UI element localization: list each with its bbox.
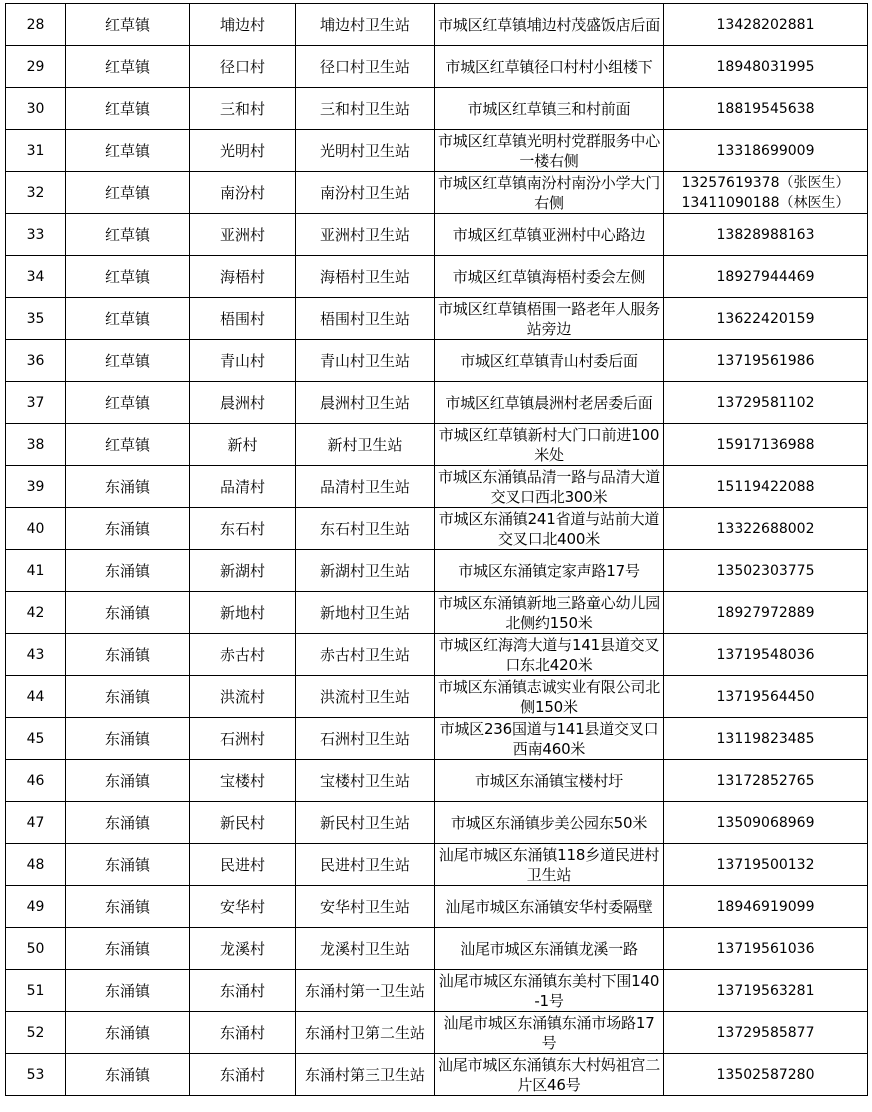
town-cell: 东涌镇 bbox=[66, 970, 190, 1012]
table-row bbox=[6, 508, 868, 550]
phone-number: 13509068969 bbox=[716, 814, 815, 831]
row-number: 48 bbox=[6, 844, 66, 886]
town-cell: 东涌镇 bbox=[66, 928, 190, 970]
phone-cell bbox=[664, 928, 868, 970]
phone-cell bbox=[664, 130, 868, 172]
phone-cell bbox=[664, 592, 868, 634]
town-cell: 红草镇 bbox=[66, 46, 190, 88]
phone-cell bbox=[664, 382, 868, 424]
village-cell: 亚洲村 bbox=[190, 214, 296, 256]
phone-number: 13172852765 bbox=[716, 772, 815, 789]
station-cell: 安华村卫生站 bbox=[296, 886, 435, 928]
village-cell: 东涌村 bbox=[190, 970, 296, 1012]
town-cell: 东涌镇 bbox=[66, 760, 190, 802]
station-cell: 三和村卫生站 bbox=[296, 88, 435, 130]
village-cell: 新湖村 bbox=[190, 550, 296, 592]
address-cell: 市城区红草镇新村大门口前进100米处 bbox=[435, 424, 664, 466]
village-cell: 青山村 bbox=[190, 340, 296, 382]
address-cell: 汕尾市城区东涌镇118乡道民进村卫生站 bbox=[435, 844, 664, 886]
phone-number: 13119823485 bbox=[716, 730, 815, 747]
address-cell: 汕尾市城区东涌镇东美村下围140-1号 bbox=[435, 970, 664, 1012]
phone-number: 13729585877 bbox=[716, 1024, 815, 1041]
town-cell: 红草镇 bbox=[66, 382, 190, 424]
row-number: 52 bbox=[6, 1012, 66, 1054]
town-cell: 东涌镇 bbox=[66, 1012, 190, 1054]
address-cell: 市城区红草镇青山村委后面 bbox=[435, 340, 664, 382]
phone-cell bbox=[664, 718, 868, 760]
phone-cell bbox=[664, 676, 868, 718]
town-cell: 东涌镇 bbox=[66, 550, 190, 592]
station-cell: 南汾村卫生站 bbox=[296, 172, 435, 214]
station-cell: 新地村卫生站 bbox=[296, 592, 435, 634]
phone-cell bbox=[664, 88, 868, 130]
table-row bbox=[6, 634, 868, 676]
station-cell: 光明村卫生站 bbox=[296, 130, 435, 172]
address-cell: 市城区红草镇南汾村南汾小学大门右侧 bbox=[435, 172, 664, 214]
town-cell: 红草镇 bbox=[66, 4, 190, 46]
phone-number: 13719500132 bbox=[716, 856, 815, 873]
station-cell: 龙溪村卫生站 bbox=[296, 928, 435, 970]
address-cell: 市城区东涌镇定家声路17号 bbox=[435, 550, 664, 592]
phone-number: 15119422088 bbox=[716, 478, 815, 495]
phone-cell bbox=[664, 4, 868, 46]
row-number: 45 bbox=[6, 718, 66, 760]
address-cell: 市城区红草镇海梧村委会左侧 bbox=[435, 256, 664, 298]
phone-number: 13828988163 bbox=[716, 226, 815, 243]
table-row bbox=[6, 1012, 868, 1054]
row-number: 28 bbox=[6, 4, 66, 46]
table-row bbox=[6, 130, 868, 172]
phone-number: 13502587280 bbox=[716, 1066, 815, 1083]
town-cell: 东涌镇 bbox=[66, 886, 190, 928]
address-cell: 市城区红草镇埔边村茂盛饭店后面 bbox=[435, 4, 664, 46]
row-number: 47 bbox=[6, 802, 66, 844]
row-number: 37 bbox=[6, 382, 66, 424]
phone-number: 18946919099 bbox=[716, 898, 815, 915]
row-number: 50 bbox=[6, 928, 66, 970]
town-cell: 红草镇 bbox=[66, 88, 190, 130]
station-cell: 民进村卫生站 bbox=[296, 844, 435, 886]
village-cell: 石洲村 bbox=[190, 718, 296, 760]
phone-number: 13729581102 bbox=[716, 394, 815, 411]
station-cell: 亚洲村卫生站 bbox=[296, 214, 435, 256]
phone-cell bbox=[664, 1012, 868, 1054]
table-row bbox=[6, 214, 868, 256]
address-cell: 市城区东涌镇步美公园东50米 bbox=[435, 802, 664, 844]
phone-number: 13622420159 bbox=[716, 310, 815, 327]
village-cell: 东石村 bbox=[190, 508, 296, 550]
village-cell: 赤古村 bbox=[190, 634, 296, 676]
town-cell: 东涌镇 bbox=[66, 844, 190, 886]
village-cell: 径口村 bbox=[190, 46, 296, 88]
table-row bbox=[6, 970, 868, 1012]
row-number: 44 bbox=[6, 676, 66, 718]
village-cell: 晨洲村 bbox=[190, 382, 296, 424]
row-number: 35 bbox=[6, 298, 66, 340]
phone-cell bbox=[664, 466, 868, 508]
table-row bbox=[6, 256, 868, 298]
town-cell: 红草镇 bbox=[66, 214, 190, 256]
phone-cell bbox=[664, 214, 868, 256]
station-cell: 新民村卫生站 bbox=[296, 802, 435, 844]
station-cell: 新村卫生站 bbox=[296, 424, 435, 466]
address-cell: 市城区红草镇光明村党群服务中心一楼右侧 bbox=[435, 130, 664, 172]
address-cell: 汕尾市城区东涌镇东涌市场路17号 bbox=[435, 1012, 664, 1054]
table-row bbox=[6, 928, 868, 970]
table-row bbox=[6, 4, 868, 46]
phone-cell bbox=[664, 760, 868, 802]
phone-cell bbox=[664, 424, 868, 466]
phone-number: 13257619378（张医生） bbox=[681, 174, 850, 191]
row-number: 34 bbox=[6, 256, 66, 298]
village-cell: 宝楼村 bbox=[190, 760, 296, 802]
address-cell: 市城区236国道与141县道交叉口西南460米 bbox=[435, 718, 664, 760]
row-number: 31 bbox=[6, 130, 66, 172]
station-cell: 梧围村卫生站 bbox=[296, 298, 435, 340]
phone-cell bbox=[664, 256, 868, 298]
phone-cell bbox=[664, 46, 868, 88]
phone-cell bbox=[664, 340, 868, 382]
phone-number: 13502303775 bbox=[716, 562, 815, 579]
phone-cell bbox=[664, 550, 868, 592]
village-cell: 梧围村 bbox=[190, 298, 296, 340]
phone-number: 13719563281 bbox=[716, 982, 815, 999]
table-row bbox=[6, 46, 868, 88]
row-number: 33 bbox=[6, 214, 66, 256]
row-number: 46 bbox=[6, 760, 66, 802]
town-cell: 东涌镇 bbox=[66, 802, 190, 844]
phone-number: 13719561036 bbox=[716, 940, 815, 957]
town-cell: 东涌镇 bbox=[66, 718, 190, 760]
village-cell: 洪流村 bbox=[190, 676, 296, 718]
row-number: 39 bbox=[6, 466, 66, 508]
town-cell: 东涌镇 bbox=[66, 634, 190, 676]
table-row bbox=[6, 592, 868, 634]
address-cell: 市城区红草镇径口村村小组楼下 bbox=[435, 46, 664, 88]
row-number: 41 bbox=[6, 550, 66, 592]
village-cell: 南汾村 bbox=[190, 172, 296, 214]
address-cell: 汕尾市城区东涌镇龙溪一路 bbox=[435, 928, 664, 970]
village-cell: 品清村 bbox=[190, 466, 296, 508]
table-row bbox=[6, 172, 868, 214]
phone-cell bbox=[664, 1054, 868, 1096]
health-station-table bbox=[5, 3, 868, 1096]
table-row bbox=[6, 550, 868, 592]
address-cell: 市城区东涌镇241省道与站前大道交叉口北400米 bbox=[435, 508, 664, 550]
phone-number: 13719564450 bbox=[716, 688, 815, 705]
station-cell: 品清村卫生站 bbox=[296, 466, 435, 508]
town-cell: 红草镇 bbox=[66, 130, 190, 172]
address-cell: 市城区红草镇梧围一路老年人服务站旁边 bbox=[435, 298, 664, 340]
phone-cell bbox=[664, 844, 868, 886]
table-row bbox=[6, 676, 868, 718]
village-cell: 埔边村 bbox=[190, 4, 296, 46]
station-cell: 宝楼村卫生站 bbox=[296, 760, 435, 802]
row-number: 51 bbox=[6, 970, 66, 1012]
town-cell: 东涌镇 bbox=[66, 1054, 190, 1096]
phone-number: 13318699009 bbox=[716, 142, 815, 159]
phone-number: 18948031995 bbox=[716, 58, 815, 75]
station-cell: 青山村卫生站 bbox=[296, 340, 435, 382]
station-cell: 石洲村卫生站 bbox=[296, 718, 435, 760]
phone-cell bbox=[664, 634, 868, 676]
row-number: 53 bbox=[6, 1054, 66, 1096]
phone-cell bbox=[664, 886, 868, 928]
table-row bbox=[6, 424, 868, 466]
phone-cell bbox=[664, 970, 868, 1012]
phone-number: 18927972889 bbox=[716, 604, 815, 621]
phone-cell bbox=[664, 802, 868, 844]
phone-number: 18927944469 bbox=[716, 268, 815, 285]
station-cell: 海梧村卫生站 bbox=[296, 256, 435, 298]
address-cell: 市城区东涌镇志诚实业有限公司北侧150米 bbox=[435, 676, 664, 718]
address-cell: 汕尾市城区东涌镇安华村委隔壁 bbox=[435, 886, 664, 928]
phone-number: 15917136988 bbox=[716, 436, 815, 453]
town-cell: 红草镇 bbox=[66, 424, 190, 466]
row-number: 43 bbox=[6, 634, 66, 676]
station-cell: 东涌村第一卫生站 bbox=[296, 970, 435, 1012]
village-cell: 新民村 bbox=[190, 802, 296, 844]
village-cell: 东涌村 bbox=[190, 1054, 296, 1096]
table-row bbox=[6, 466, 868, 508]
row-number: 38 bbox=[6, 424, 66, 466]
address-cell: 市城区红草镇晨洲村老居委后面 bbox=[435, 382, 664, 424]
phone-number: 13322688002 bbox=[716, 520, 815, 537]
address-cell: 市城区东涌镇宝楼村圩 bbox=[435, 760, 664, 802]
row-number: 40 bbox=[6, 508, 66, 550]
table-row bbox=[6, 298, 868, 340]
town-cell: 东涌镇 bbox=[66, 466, 190, 508]
town-cell: 红草镇 bbox=[66, 256, 190, 298]
table-row bbox=[6, 718, 868, 760]
village-cell: 三和村 bbox=[190, 88, 296, 130]
village-cell: 东涌村 bbox=[190, 1012, 296, 1054]
row-number: 32 bbox=[6, 172, 66, 214]
table-body bbox=[6, 4, 868, 1096]
address-cell: 市城区红草镇三和村前面 bbox=[435, 88, 664, 130]
table-row bbox=[6, 886, 868, 928]
station-cell: 新湖村卫生站 bbox=[296, 550, 435, 592]
village-cell: 龙溪村 bbox=[190, 928, 296, 970]
phone-number: 13428202881 bbox=[716, 16, 815, 33]
village-cell: 新村 bbox=[190, 424, 296, 466]
table-row bbox=[6, 340, 868, 382]
address-cell: 市城区东涌镇品清一路与品清大道交叉口西北300米 bbox=[435, 466, 664, 508]
station-cell: 径口村卫生站 bbox=[296, 46, 435, 88]
row-number: 30 bbox=[6, 88, 66, 130]
phone-cell bbox=[664, 298, 868, 340]
address-cell: 汕尾市城区东涌镇东大村妈祖宫二片区46号 bbox=[435, 1054, 664, 1096]
village-cell: 光明村 bbox=[190, 130, 296, 172]
station-cell: 晨洲村卫生站 bbox=[296, 382, 435, 424]
table-row bbox=[6, 844, 868, 886]
phone-number: 18819545638 bbox=[716, 100, 815, 117]
phone-number: 13411090188（林医生） bbox=[681, 194, 850, 211]
table-row bbox=[6, 88, 868, 130]
town-cell: 红草镇 bbox=[66, 340, 190, 382]
phone-number: 13719561986 bbox=[716, 352, 815, 369]
station-cell: 埔边村卫生站 bbox=[296, 4, 435, 46]
row-number: 36 bbox=[6, 340, 66, 382]
station-cell: 东涌村卫第二生站 bbox=[296, 1012, 435, 1054]
phone-number: 13719548036 bbox=[716, 646, 815, 663]
row-number: 42 bbox=[6, 592, 66, 634]
town-cell: 红草镇 bbox=[66, 298, 190, 340]
phone-cell bbox=[664, 508, 868, 550]
village-cell: 民进村 bbox=[190, 844, 296, 886]
station-cell: 东石村卫生站 bbox=[296, 508, 435, 550]
address-cell: 市城区红草镇亚洲村中心路边 bbox=[435, 214, 664, 256]
town-cell: 东涌镇 bbox=[66, 592, 190, 634]
village-cell: 安华村 bbox=[190, 886, 296, 928]
station-cell: 赤古村卫生站 bbox=[296, 634, 435, 676]
town-cell: 东涌镇 bbox=[66, 676, 190, 718]
table-row bbox=[6, 382, 868, 424]
station-cell: 洪流村卫生站 bbox=[296, 676, 435, 718]
town-cell: 东涌镇 bbox=[66, 508, 190, 550]
address-cell: 市城区红海湾大道与141县道交叉口东北420米 bbox=[435, 634, 664, 676]
table-row bbox=[6, 1054, 868, 1096]
address-cell: 市城区东涌镇新地三路童心幼儿园北侧约150米 bbox=[435, 592, 664, 634]
phone-cell bbox=[664, 172, 868, 214]
village-cell: 海梧村 bbox=[190, 256, 296, 298]
station-cell: 东涌村第三卫生站 bbox=[296, 1054, 435, 1096]
table-row bbox=[6, 802, 868, 844]
row-number: 29 bbox=[6, 46, 66, 88]
village-cell: 新地村 bbox=[190, 592, 296, 634]
town-cell: 红草镇 bbox=[66, 172, 190, 214]
table-row bbox=[6, 760, 868, 802]
row-number: 49 bbox=[6, 886, 66, 928]
